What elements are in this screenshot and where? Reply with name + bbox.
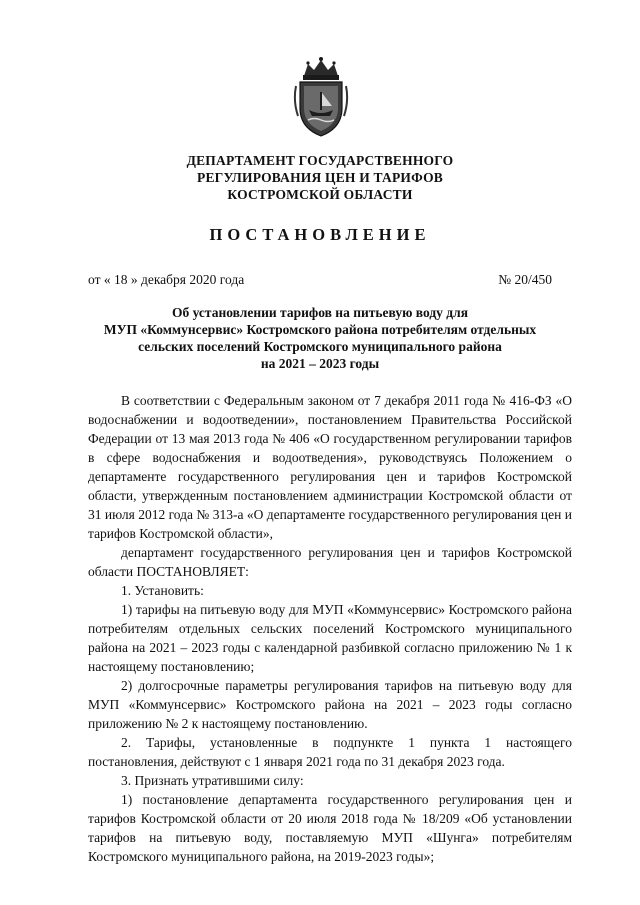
- paragraph-item-1-2: 2) долгосрочные параметры регулирования тарифов на питьевую воду для МУП «Коммунсервис» Костромского района на 2021 – 2023 годы согласно приложению № 2 к настоящему постановлению.: [88, 678, 572, 731]
- subject-line-2: МУП «Коммунсервис» Костромского района потребителям отдельных: [103, 322, 537, 337]
- document-date: от « 18 » декабря 2020 года: [88, 272, 245, 287]
- document-subject: [0, 304, 640, 372]
- department-line-1: ДЕПАРТАМЕНТ ГОСУДАРСТВЕННОГО: [186, 153, 454, 168]
- department-line-2: РЕГУЛИРОВАНИЯ ЦЕН И ТАРИФОВ: [197, 170, 443, 185]
- coat-of-arms-emblem: [292, 56, 350, 138]
- subject-line-4: на 2021 – 2023 годы: [260, 356, 380, 371]
- department-header: [0, 152, 640, 203]
- date-number-line: [88, 272, 552, 288]
- paragraph-resolves: департамент государственного регулирования цен и тарифов Костромской области ПОСТАНОВЛЯЕТ:: [88, 545, 572, 579]
- paragraph-item-3: 3. Признать утратившими силу:: [121, 773, 304, 788]
- document-type-title: ПОСТАНОВЛЕНИЕ: [209, 225, 431, 244]
- department-line-3: КОСТРОМСКОЙ ОБЛАСТИ: [227, 187, 413, 202]
- paragraph-item-3-1: 1) постановление департамента государственного регулирования цен и тарифов Костромской области от 20 июля 2018 года № 18/209 «Об установлении тарифов на питьевую воду, поставляемую МУП «Шунга» потребителям Костромского муниципального района, на 2019-2023 годы»;: [88, 792, 572, 864]
- paragraph-item-2: 2. Тарифы, установленные в подпункте 1 пункта 1 настоящего постановления, действуют с 1 января 2021 года по 31 декабря 2023 года.: [88, 735, 572, 769]
- subject-line-1: Об установлении тарифов на питьевую воду для: [171, 305, 469, 320]
- paragraph-item-1-1: 1) тарифы на питьевую воду для МУП «Коммунсервис» Костромского района потребителям отдельных сельских поселений Костромского муниципального района на 2021 – 2023 годы с календарной разбивкой согласно приложению № 1 к настоящему постановлению;: [88, 602, 572, 674]
- paragraph-item-1: 1. Установить:: [121, 583, 204, 598]
- subject-line-3: сельских поселений Костромского муниципального района: [138, 339, 502, 354]
- paragraph-preamble: В соответствии с Федеральным законом от 7 декабря 2011 года № 416-ФЗ «О водоснабжении и водоотведении», постановлением Правительства Российской Федерации от 13 мая 2013 года № 406 «О государственном регулировании тарифов в сфере водоснабжения и водоотведения», руководствуясь Положением о департаменте государственного регулирования цен и тарифов Костромской области, утвержденным постановлением администрации Костромской области от 31 июля 2012 года № 313-а «О департаменте государственного регулирования цен и тарифов Костромской области»,: [88, 393, 572, 541]
- document-body: [88, 391, 572, 866]
- document-number: № 20/450: [498, 272, 552, 287]
